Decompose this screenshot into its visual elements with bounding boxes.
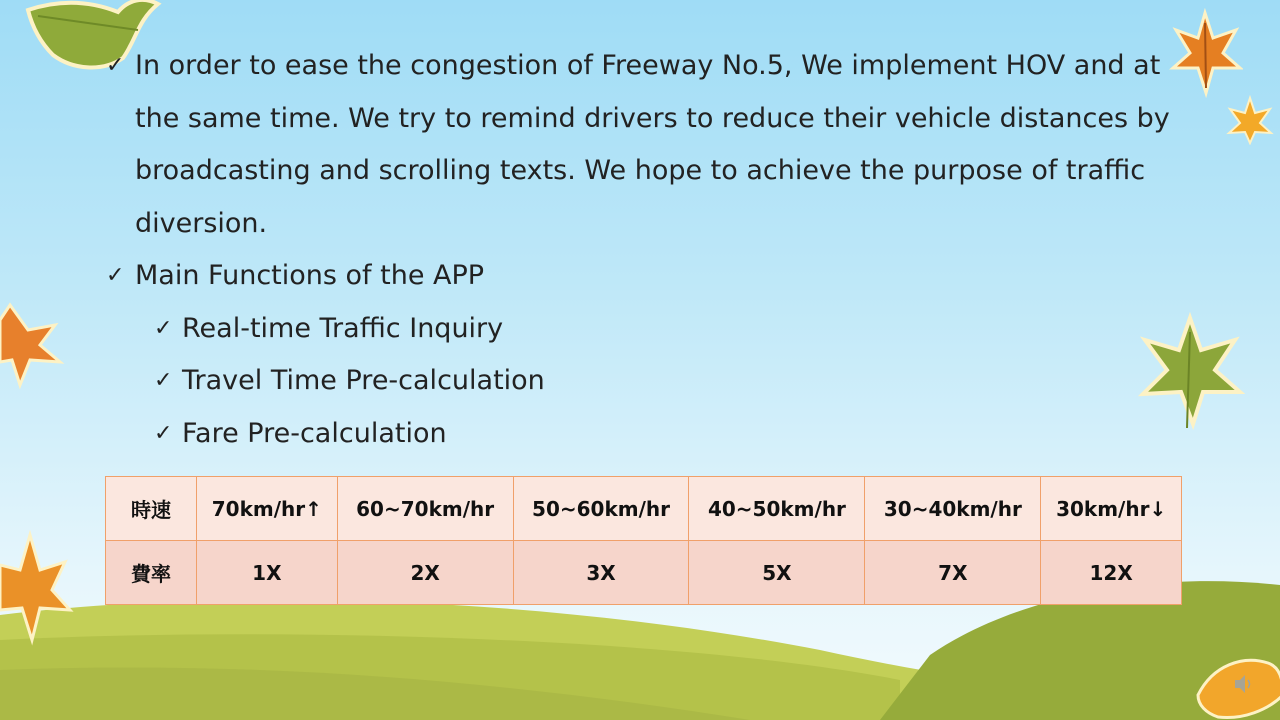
bullet-text-line: Main Functions of the APP xyxy=(135,260,485,291)
table-row xyxy=(106,541,1182,605)
speed-cell: 30km/hr↓ xyxy=(1041,477,1182,541)
rate-cell: 3X xyxy=(513,541,689,605)
sub-bullet-item xyxy=(106,355,1186,408)
speed-header-cell: 時速 xyxy=(106,477,197,541)
sub-bullet-item xyxy=(106,303,1186,356)
rate-cell: 5X xyxy=(689,541,865,605)
bullet-text-line: Travel Time Pre-calculation xyxy=(182,365,545,396)
fare-rate-table xyxy=(105,476,1182,605)
speaker-icon[interactable] xyxy=(1232,672,1254,696)
bullet-text-line: broadcasting and scrolling texts. We hope to achieve the purpose of traffic xyxy=(135,155,1146,186)
yellow-leaf-decoration xyxy=(1225,95,1275,145)
checkmark-icon: ✓ xyxy=(106,263,125,288)
speed-cell: 40~50km/hr xyxy=(689,477,865,541)
rate-cell: 1X xyxy=(197,541,338,605)
bullet-text-line: Fare Pre-calculation xyxy=(182,417,447,449)
rate-header-cell: 費率 xyxy=(106,541,197,605)
bullet-item xyxy=(106,250,1186,303)
speed-cell: 30~40km/hr xyxy=(865,477,1041,541)
bullet-text-line: In order to ease the congestion of Freeway No.5, We implement HOV and at xyxy=(135,50,1161,81)
checkmark-icon: ✓ xyxy=(154,368,173,393)
bullet-item xyxy=(106,40,1186,250)
orange-leaf-decoration xyxy=(0,300,65,390)
checkmark-icon: ✓ xyxy=(106,53,125,78)
bullet-text-line: the same time. We try to remind drivers to reduce their vehicle distances by xyxy=(135,102,1170,134)
speed-cell: 70km/hr↑ xyxy=(197,477,338,541)
speed-cell: 50~60km/hr xyxy=(513,477,689,541)
rate-cell: 7X xyxy=(865,541,1041,605)
orange-leaf-decoration xyxy=(0,530,75,650)
checkmark-icon: ✓ xyxy=(154,315,173,341)
bullet-list xyxy=(106,40,1186,460)
speed-cell: 60~70km/hr xyxy=(337,477,513,541)
rate-cell: 12X xyxy=(1041,541,1182,605)
bullet-text-line: diversion. xyxy=(135,207,268,239)
sub-bullet-item xyxy=(106,408,1186,461)
checkmark-icon: ✓ xyxy=(154,420,173,446)
bullet-text-line: Real-time Traffic Inquiry xyxy=(182,312,504,344)
table-row xyxy=(106,477,1182,541)
rate-cell: 2X xyxy=(337,541,513,605)
